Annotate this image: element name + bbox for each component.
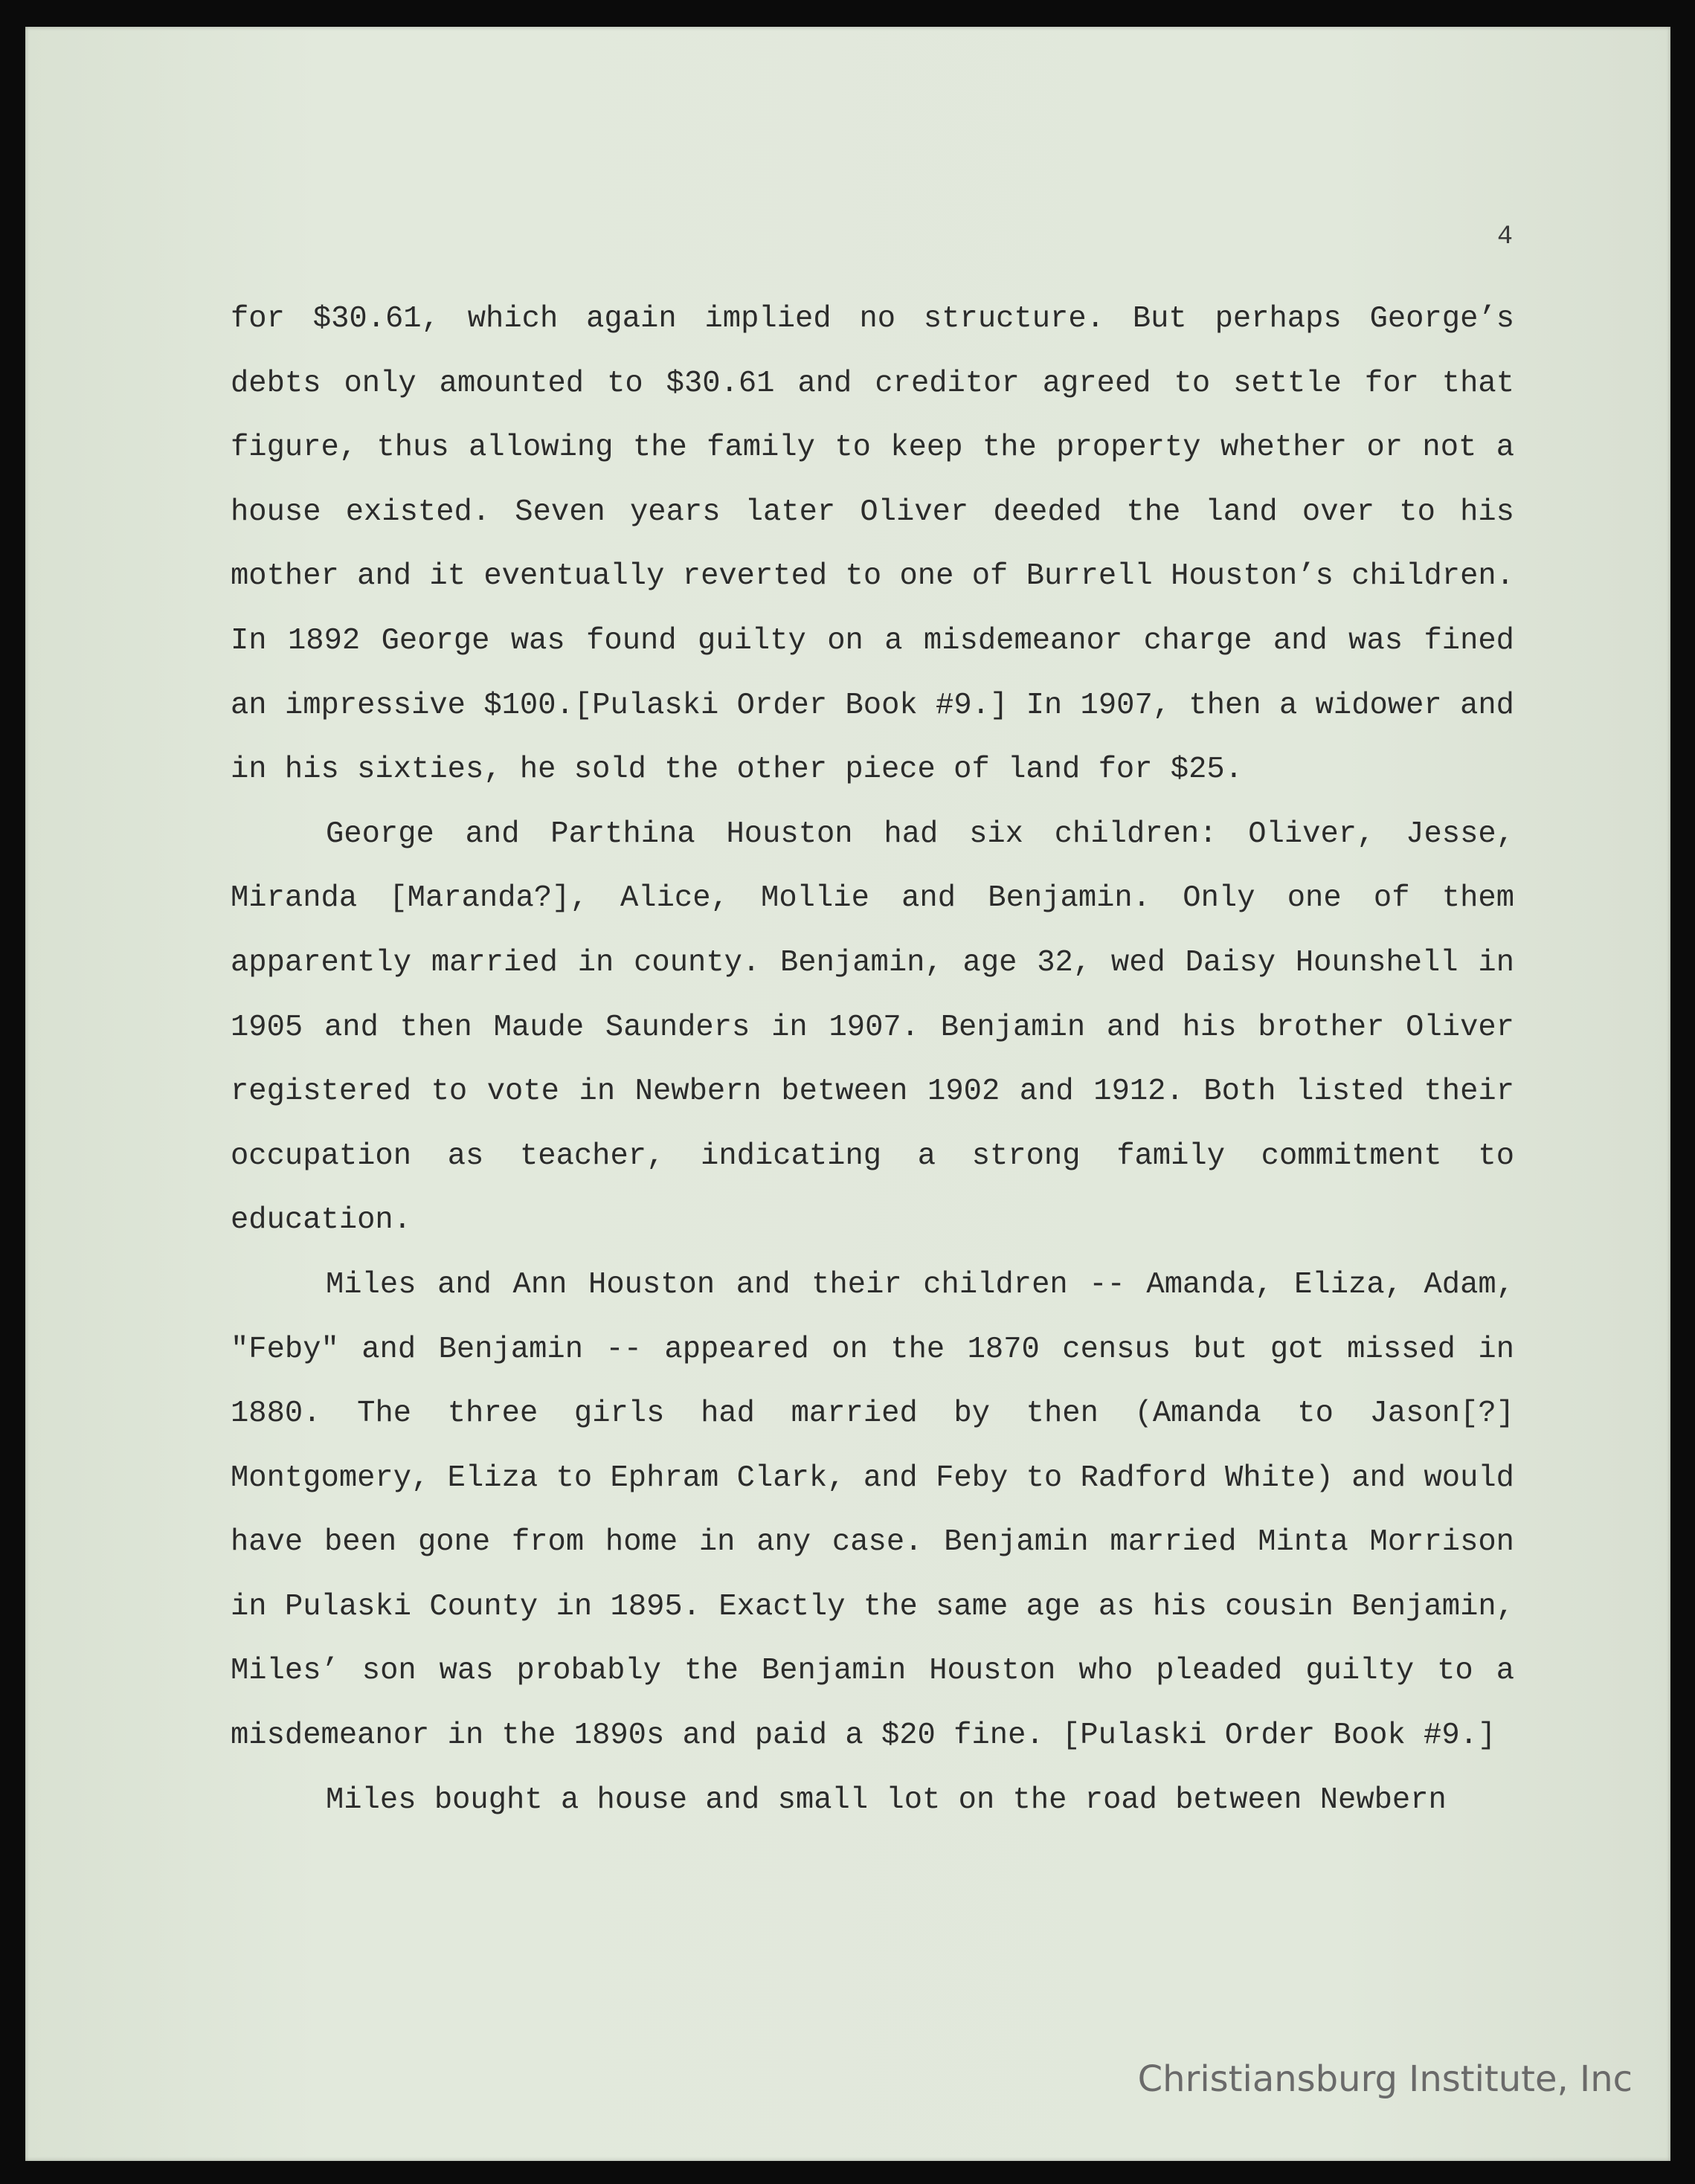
paragraph-4: Miles bought a house and small lot on the road between Newbern <box>326 1782 1447 1817</box>
paragraph-3: Miles and Ann Houston and their children -- Amanda, Eliza, Adam, "Feby" and Benjamin -- appeared on the 1870 census but got missed in 1880. The three girls had married by then (Amanda to Jason[?] Montgomery, Eliza to Ephram Clark, and Feby to Radford White) and would have been gone from home in any case. Benjamin married Minta Morrison in Pulaski County in 1895. Exactly the same age as his cousin Benjamin, Miles’ son was probably the Benjamin Houston who pleaded guilty to a misdemeanor in the 1890s and paid a $20 fine. [Pulaski Order Book #9.] <box>231 1267 1514 1753</box>
paragraph-2: George and Parthina Houston had six children: Oliver, Jesse, Miranda [Maranda?], Alice, Mollie and Benjamin. Only one of them apparently married in county. Benjamin, age 32, wed Daisy Hounshell in 1905 and then Maude Saunders in 1907. Benjamin and his brother Oliver registered to vote in Newbern between 1902 and 1912. Both listed their occupation as teacher, indicating a strong family commitment to education. <box>231 816 1514 1238</box>
body-text <box>231 287 1514 1832</box>
paragraph-1: for $30.61, which again implied no structure. But perhaps George’s debts only amounted to $30.61 and creditor agreed to settle for that figure, thus allowing the family to keep the property whether or not a house existed. Seven years later Oliver deeded the land over to his mother and it eventually reverted to one of Burrell Houston’s children. In 1892 George was found guilty on a misdemeanor charge and was fined an impressive $100.[Pulaski Order Book #9.] In 1907, then a widower and in his sixties, he sold the other piece of land for $25. <box>231 302 1514 787</box>
document-page <box>25 27 1670 2161</box>
page-number: 4 <box>1496 222 1513 251</box>
watermark: Christiansburg Institute, Inc <box>1137 2058 1633 2100</box>
